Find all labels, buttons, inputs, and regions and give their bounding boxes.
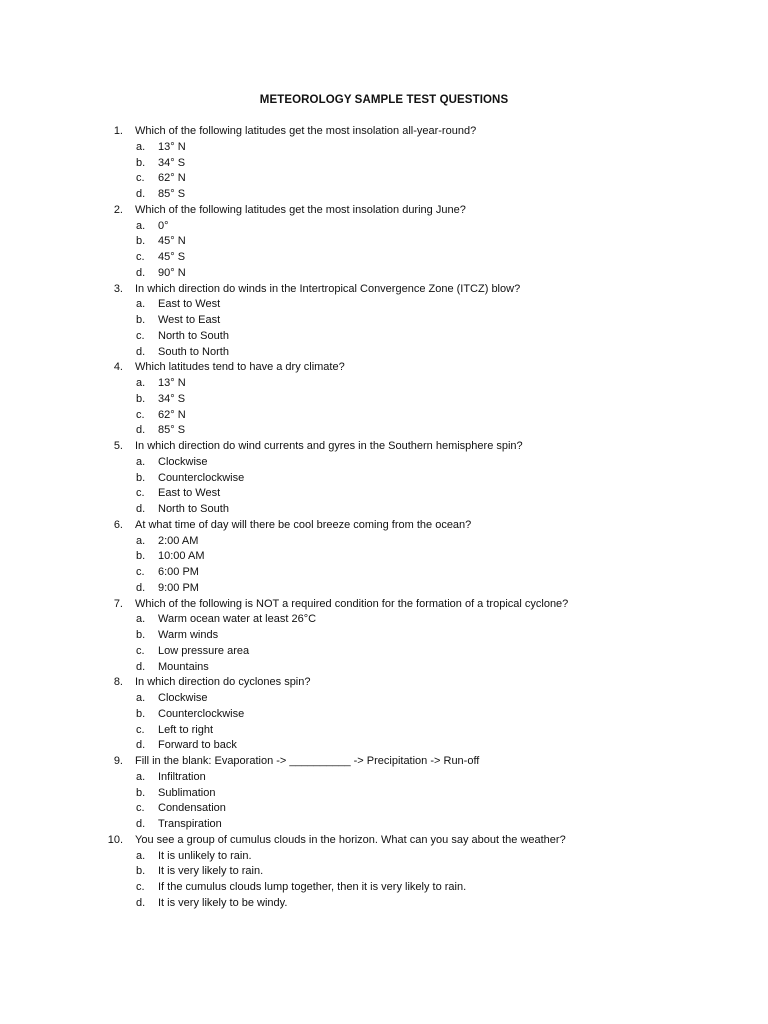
answer-option: [0, 549, 768, 565]
question-number: 8.: [113, 676, 123, 689]
option-letter: a.: [136, 849, 146, 862]
question-list: [0, 124, 768, 912]
option-text: If the cumulus clouds lump together, then it is very likely to rain.: [158, 881, 467, 893]
option-text: 0°: [158, 219, 169, 232]
question-text: Which latitudes tend to have a dry climate?: [135, 361, 345, 374]
option-text: Sublimation: [158, 786, 216, 799]
option-letter: d.: [136, 660, 146, 673]
question-number: 3.: [113, 282, 123, 295]
option-text: Counterclockwise: [158, 707, 245, 720]
option-letter: d.: [136, 581, 146, 594]
option-letter: b.: [136, 786, 146, 799]
answer-option: [0, 707, 768, 723]
option-letter: d.: [136, 896, 146, 909]
answer-option: [0, 219, 768, 235]
option-letter: b.: [136, 392, 146, 405]
option-letter: b.: [136, 471, 146, 484]
question-item: [0, 754, 768, 770]
answer-option: [0, 502, 768, 518]
option-letter: a.: [136, 298, 146, 311]
question-text: Which of the following latitudes get the most insolation during June?: [135, 203, 466, 216]
option-text: 13° N: [158, 377, 186, 389]
option-text: Mountains: [158, 660, 209, 673]
option-text: Clockwise: [158, 455, 208, 468]
answer-option: [0, 471, 768, 487]
option-text: 9:00 PM: [158, 581, 199, 594]
answer-option: [0, 534, 768, 550]
option-letter: d.: [136, 266, 146, 279]
question-text: In which direction do winds in the Intertropical Convergence Zone (ITCZ) blow?: [135, 282, 521, 295]
question-item: [0, 833, 768, 849]
option-letter: d.: [136, 503, 146, 515]
option-text: 6:00 PM: [158, 566, 199, 578]
answer-option: [0, 345, 768, 361]
option-letter: d.: [136, 739, 146, 752]
answer-option: [0, 864, 768, 880]
option-text: It is very likely to be windy.: [158, 896, 288, 909]
option-letter: a.: [136, 692, 146, 704]
answer-option: [0, 738, 768, 754]
option-text: East to West: [158, 298, 221, 311]
option-text: East to West: [158, 487, 221, 500]
option-text: 2:00 AM: [158, 534, 199, 547]
answer-option: [0, 329, 768, 345]
option-letter: b.: [136, 235, 146, 248]
option-letter: d.: [136, 818, 146, 830]
option-letter: d.: [136, 188, 146, 200]
question-item: [0, 124, 768, 140]
answer-option: [0, 486, 768, 502]
answer-option: [0, 140, 768, 156]
answer-option: [0, 565, 768, 581]
option-letter: a.: [136, 613, 146, 626]
question-item: [0, 518, 768, 534]
answer-option: [0, 297, 768, 313]
question-text: You see a group of cumulus clouds in the horizon. What can you say about the weather?: [135, 833, 566, 846]
option-letter: c.: [136, 644, 145, 657]
question-number: 7.: [113, 597, 123, 610]
answer-option: [0, 156, 768, 172]
option-letter: c.: [136, 881, 145, 893]
option-text: 13° N: [158, 140, 186, 153]
option-letter: c.: [136, 172, 145, 185]
option-text: 85° S: [158, 188, 186, 200]
page-title: METEOROLOGY SAMPLE TEST QUESTIONS: [259, 94, 509, 106]
option-text: North to South: [158, 329, 229, 342]
option-letter: a.: [136, 455, 146, 468]
option-text: 34° S: [158, 392, 186, 405]
option-text: Clockwise: [158, 692, 208, 704]
option-letter: b.: [136, 629, 146, 641]
question-item: [0, 203, 768, 219]
option-letter: c.: [136, 251, 145, 263]
option-letter: c.: [136, 723, 145, 736]
option-text: South to North: [158, 345, 229, 358]
question-item: [0, 360, 768, 376]
answer-option: [0, 628, 768, 644]
option-text: Condensation: [158, 802, 226, 815]
option-text: Infiltration: [158, 770, 206, 783]
option-text: 45° S: [158, 251, 186, 263]
option-letter: b.: [136, 707, 146, 720]
option-text: 85° S: [158, 424, 186, 437]
option-text: 10:00 AM: [158, 550, 205, 563]
option-text: It is unlikely to rain.: [158, 849, 252, 862]
option-letter: a.: [136, 140, 146, 153]
option-text: It is very likely to rain.: [158, 865, 264, 878]
question-number: 4.: [113, 361, 123, 374]
question-number: 1.: [113, 125, 123, 137]
answer-option: [0, 770, 768, 786]
question-number: 2.: [113, 203, 123, 216]
answer-option: [0, 266, 768, 282]
question-item: [0, 439, 768, 455]
answer-option: [0, 171, 768, 187]
answer-option: [0, 786, 768, 802]
option-letter: c.: [136, 408, 145, 421]
option-letter: a.: [136, 534, 146, 547]
answer-option: [0, 455, 768, 471]
question-number: 6.: [113, 518, 123, 531]
question-text: Which of the following is NOT a required condition for the formation of a tropical cyclone?: [135, 597, 569, 610]
answer-option: [0, 187, 768, 203]
option-letter: d.: [136, 345, 146, 358]
option-text: Transpiration: [158, 818, 222, 830]
answer-option: [0, 423, 768, 439]
option-text: Warm winds: [158, 629, 219, 641]
option-text: 90° N: [158, 266, 186, 279]
option-letter: c.: [136, 329, 145, 342]
option-text: 62° N: [158, 172, 186, 185]
option-letter: b.: [136, 865, 146, 878]
question-text: Fill in the blank: Evaporation -> __________ -> Precipitation -> Run-off: [135, 755, 480, 767]
option-letter: d.: [136, 424, 146, 437]
answer-option: [0, 376, 768, 392]
question-text: In which direction do wind currents and gyres in the Southern hemisphere spin?: [135, 440, 523, 452]
answer-option: [0, 612, 768, 628]
answer-option: [0, 817, 768, 833]
option-letter: b.: [136, 314, 146, 326]
question-text: At what time of day will there be cool breeze coming from the ocean?: [135, 518, 472, 531]
option-letter: a.: [136, 770, 146, 783]
answer-option: [0, 250, 768, 266]
question-number: 5.: [113, 440, 123, 452]
question-item: [0, 597, 768, 613]
option-letter: b.: [136, 550, 146, 563]
option-text: North to South: [158, 503, 229, 515]
option-text: Warm ocean water at least 26°C: [158, 613, 317, 626]
question-item: [0, 282, 768, 298]
option-text: Counterclockwise: [158, 471, 245, 484]
option-text: 62° N: [158, 408, 186, 421]
option-text: West to East: [158, 314, 221, 326]
question-item: [0, 675, 768, 691]
answer-option: [0, 660, 768, 676]
answer-option: [0, 880, 768, 896]
option-letter: c.: [136, 802, 145, 815]
option-text: 34° S: [158, 156, 186, 169]
option-letter: c.: [136, 566, 145, 578]
answer-option: [0, 849, 768, 865]
answer-option: [0, 691, 768, 707]
answer-option: [0, 896, 768, 912]
option-letter: a.: [136, 377, 146, 389]
question-text: Which of the following latitudes get the most insolation all-year-round?: [135, 125, 477, 137]
question-number: 9.: [113, 755, 123, 767]
option-letter: c.: [136, 487, 145, 500]
answer-option: [0, 313, 768, 329]
question-number: 10.: [107, 833, 123, 846]
option-letter: b.: [136, 156, 146, 169]
answer-option: [0, 581, 768, 597]
answer-option: [0, 644, 768, 660]
answer-option: [0, 723, 768, 739]
option-text: Left to right: [158, 723, 214, 736]
question-text: In which direction do cyclones spin?: [135, 676, 311, 689]
answer-option: [0, 234, 768, 250]
option-text: Low pressure area: [158, 644, 250, 657]
option-text: 45° N: [158, 235, 186, 248]
option-text: Forward to back: [158, 739, 237, 752]
answer-option: [0, 801, 768, 817]
answer-option: [0, 392, 768, 408]
option-letter: a.: [136, 219, 146, 232]
answer-option: [0, 408, 768, 424]
